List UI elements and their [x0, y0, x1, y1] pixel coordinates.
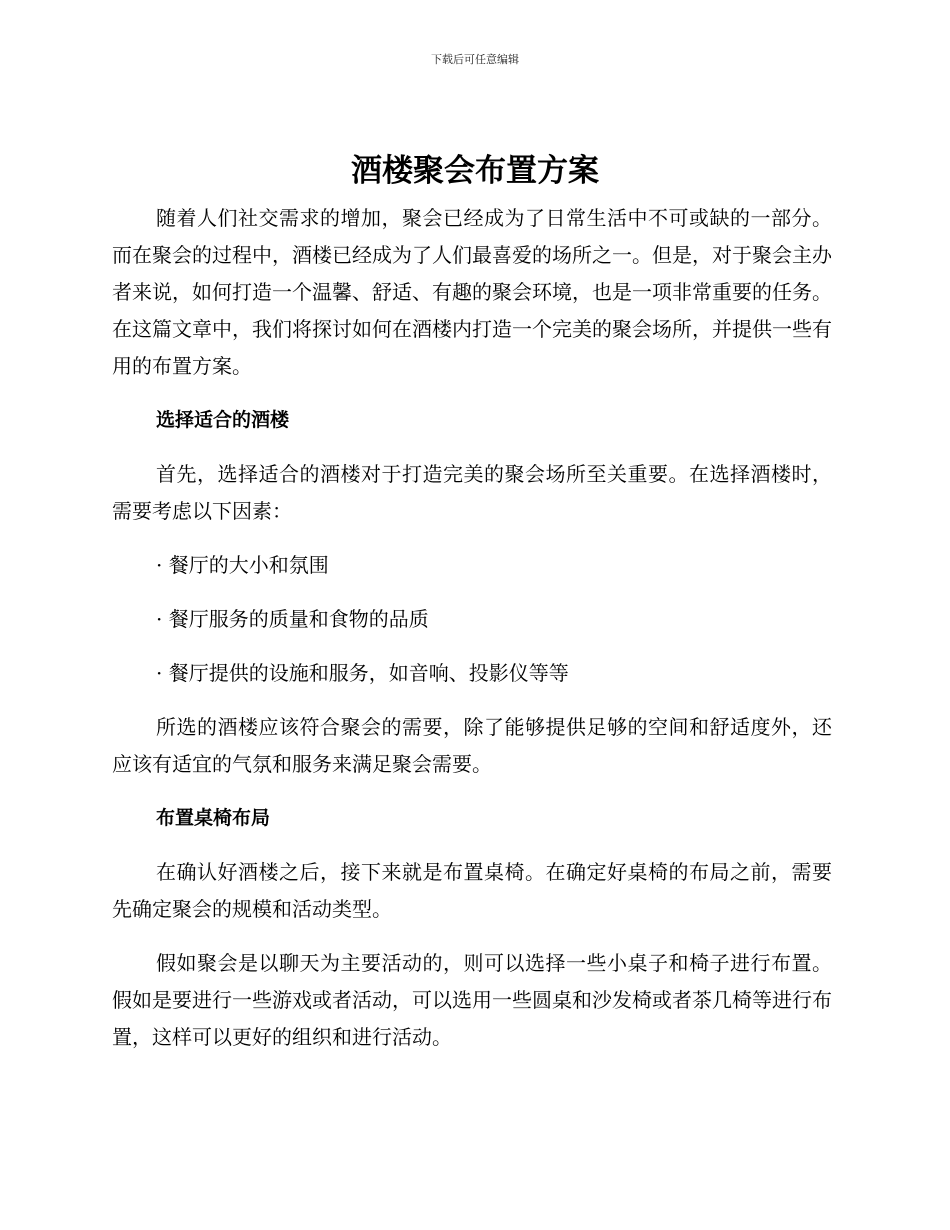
list-item: · 餐厅提供的设施和服务，如音响、投影仪等等: [156, 661, 569, 685]
section2-paragraph-1: 在确认好酒楼之后，接下来就是布置桌椅。在确定好桌椅的布局之前，需要先确定聚会的规模和活动类型。: [112, 860, 832, 921]
list-item: · 餐厅服务的质量和食物的品质: [156, 607, 429, 631]
intro-paragraph: 随着人们社交需求的增加，聚会已经成为了日常生活中不可或缺的一部分。而在聚会的过程中，酒楼已经成为了人们最喜爱的场所之一。但是，对于聚会主办者来说，如何打造一个温馨、舒适、有趣的聚会环境，也是一项非常重要的任务。在这篇文章中，我们将探讨如何在酒楼内打造一个完美的聚会场所，并提供一些有用的布置方案。: [112, 206, 832, 378]
section-heading-table-layout: 布置桌椅布局: [156, 807, 271, 829]
header-note: 下载后可任意编辑: [431, 53, 519, 66]
document-title: 酒楼聚会布置方案: [351, 153, 599, 189]
section-heading-choose-restaurant: 选择适合的酒楼: [156, 409, 290, 431]
document-body: [112, 200, 832, 1056]
section1-paragraph-2: 所选的酒楼应该符合聚会的需要，除了能够提供足够的空间和舒适度外，还应该有适宜的气氛和服务来满足聚会需要。: [112, 715, 832, 776]
section1-paragraph-1: 首先，选择适合的酒楼对于打造完美的聚会场所至关重要。在选择酒楼时，需要考虑以下因素：: [112, 462, 832, 523]
section2-paragraph-2: 假如聚会是以聊天为主要活动的，则可以选择一些小桌子和椅子进行布置。假如是要进行一些游戏或者活动，可以选用一些圆桌和沙发椅或者茶几椅等进行布置，这样可以更好的组织和进行活动。: [112, 951, 832, 1049]
list-item: · 餐厅的大小和氛围: [156, 553, 329, 577]
